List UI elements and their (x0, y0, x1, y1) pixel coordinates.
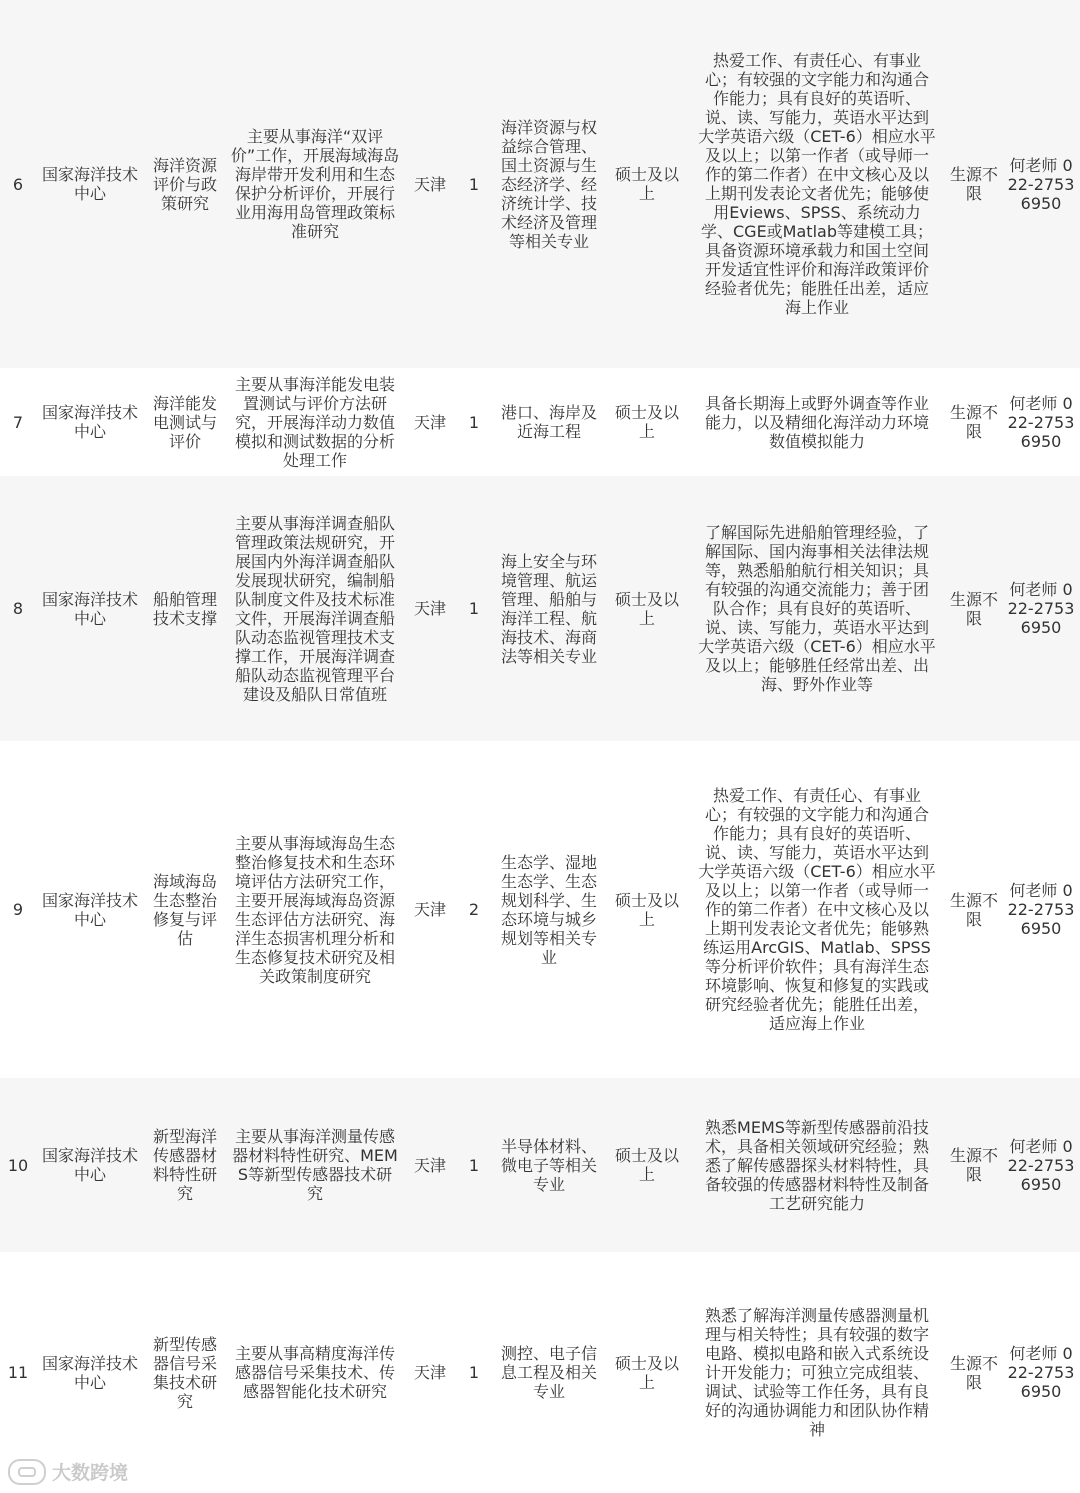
contact-info: 何老师 022-27536950 (1002, 1078, 1080, 1252)
row-number: 8 (0, 476, 36, 741)
other-requirement: 热爱工作、有责任心、有事业心；有较强的文字能力和沟通合作能力；具有良好的英语听、说、读、写能力，英语水平达到大学英语六级（CET-6）相应水平及以上；以第一作者（或导师一作的第二作者）在中文核心及以上期刊发表论文者优先；能够使用Eviews、SPSS、系统动力学、CGE或Matlab等建模工具；具备资源环境承载力和国土空间开发适宜性评价和海洋政策评价经验者优先；能胜任出差，适应海上作业 (688, 0, 946, 368)
contact-info: 何老师 022-27536950 (1002, 476, 1080, 741)
position-name: 船舶管理技术支撑 (144, 476, 226, 741)
row-number: 9 (12, 900, 24, 919)
contact-info: 何老师 022-27536950 (1002, 0, 1080, 368)
major-requirement: 生态学、湿地生态学、生态规划科学、生态环境与城乡规划等相关专业 (500, 852, 597, 967)
major-requirement: 海上安全与环境管理、航运管理、船舶与海洋工程、航海技术、海商法等相关专业 (492, 476, 606, 741)
row-number: 6 (0, 0, 36, 368)
work-location: 天津 (404, 1078, 456, 1252)
table-row (0, 1078, 1080, 1252)
table-row (0, 368, 1080, 476)
job-duty: 主要从事海洋“双评价”工作，开展海域海岛海岸带开发利用和生态保护分析评价，开展行业用海用岛管理政策标准研究 (226, 0, 404, 368)
work-location: 天津 (413, 1363, 446, 1382)
other-requirement: 了解国际先进船舶管理经验，了解国际、国内海事相关法律法规等，熟悉船舶航行相关知识；具有较强的沟通交流能力；善于团队合作；具有良好的英语听、说、读、写能力，英语水平达到大学英语六级（CET-6）相应水平及以上；能够胜任经常出差、出海、野外作业等 (688, 476, 946, 741)
major-requirement: 测控、电子信息工程及相关专业 (500, 1344, 597, 1401)
other-requirement: 熟悉了解海洋测量传感器测量机理与相关特性；具有较强的数字电路、模拟电路和嵌入式系统设计开发能力；可独立完成组装、调试、试验等工作任务，具有良好的沟通协调能力和团队协作精神 (704, 1306, 929, 1439)
position-name: 海洋能发电测试与评价 (152, 393, 217, 451)
headcount: 1 (468, 1363, 480, 1382)
major-requirement: 海洋资源与权益综合管理、国土资源与生态经济学、经济统计学、技术经济及管理等相关专业 (492, 0, 606, 368)
organization: 国家海洋技术中心 (41, 890, 138, 929)
headcount: 1 (468, 412, 480, 432)
job-duty: 主要从事海洋调查船队管理政策法规研究，开展国内外海洋调查船队发展现状研究，编制船队制度文件及技术标准文件，开展海洋调查船队动态监视管理技术支撑工作，开展海洋调查船队动态监视管理平台建设及船队日常值班 (226, 476, 404, 741)
job-duty: 主要从事海洋测量传感器材料特性研究、MEMS等新型传感器技术研究 (226, 1078, 404, 1252)
brand-logo-icon (8, 1459, 46, 1485)
headcount: 2 (468, 900, 480, 919)
degree-requirement: 硕士及以上 (614, 1353, 679, 1392)
organization: 国家海洋技术中心 (36, 476, 144, 741)
table-row (0, 0, 1080, 368)
position-name: 新型传感器信号采集技术研究 (152, 1334, 217, 1411)
major-requirement: 港口、海岸及近海工程 (500, 403, 597, 441)
work-location: 天津 (404, 0, 456, 368)
source-requirement: 生源不限 (946, 1078, 1002, 1252)
contact-info: 何老师 022-27536950 (1007, 1344, 1075, 1401)
organization: 国家海洋技术中心 (36, 0, 144, 368)
organization: 国家海洋技术中心 (41, 1353, 138, 1392)
other-requirement: 具备长期海上或野外调查等作业能力，以及精细化海洋动力环境数值模拟能力 (704, 393, 929, 451)
table-row (0, 476, 1080, 741)
contact-info: 何老师 022-27536950 (1007, 393, 1075, 451)
source-requirement: 生源不限 (950, 403, 999, 441)
row-number: 10 (0, 1078, 36, 1252)
degree-requirement: 硕士及以上 (606, 0, 688, 368)
position-name: 海域海岛生态整治修复与评估 (152, 871, 217, 948)
other-requirement: 热爱工作、有责任心、有事业心；有较强的文字能力和沟通合作能力；具有良好的英语听、说、读、写能力，英语水平达到大学英语六级（CET-6）相应水平及以上；以第一作者（或导师一作的第二作者）在中文核心及以上期刊发表论文者优先；能够熟练运用ArcGIS、Matlab、SPSS等分析评价软件；具有海洋生态环境影响、恢复和修复的实践或研究经验者优先；能胜任出差，适应海上作业 (698, 786, 936, 1033)
source-requirement: 生源不限 (950, 1353, 999, 1392)
watermark-text: 大数跨境 (52, 1462, 129, 1484)
job-duty: 主要从事高精度海洋传感器信号采集技术、传感器智能化技术研究 (234, 1344, 395, 1401)
headcount: 1 (456, 0, 492, 368)
job-duty: 主要从事海洋能发电装置测试与评价方法研究，开展海洋动力数值模拟和测试数据的分析处理工作 (234, 374, 395, 470)
work-location: 天津 (413, 900, 446, 919)
row-number: 7 (12, 412, 24, 432)
work-location: 天津 (413, 412, 446, 432)
table-row (0, 741, 1080, 1078)
source-requirement: 生源不限 (946, 0, 1002, 368)
watermark (8, 1458, 128, 1485)
row-number: 11 (7, 1363, 29, 1382)
degree-requirement: 硕士及以上 (614, 890, 679, 929)
degree-requirement: 硕士及以上 (614, 403, 679, 441)
work-location: 天津 (404, 476, 456, 741)
other-requirement: 熟悉MEMS等新型传感器前沿技术，具备相关领域研究经验；熟悉了解传感器探头材料特性，具备较强的传感器材料特性及制备工艺研究能力 (688, 1078, 946, 1252)
contact-info: 何老师 022-27536950 (1007, 881, 1075, 938)
major-requirement: 半导体材料、微电子等相关专业 (492, 1078, 606, 1252)
job-duty: 主要从事海域海岛生态整治修复技术和生态环境评估方法研究工作，主要开展海域海岛资源生态评估方法研究、海洋生态损害机理分析和生态修复技术研究及相关政策制度研究 (234, 833, 395, 986)
table-row (0, 1252, 1080, 1493)
degree-requirement: 硕士及以上 (606, 476, 688, 741)
source-requirement: 生源不限 (946, 476, 1002, 741)
headcount: 1 (456, 476, 492, 741)
position-name: 新型海洋传感器材料特性研究 (144, 1078, 226, 1252)
degree-requirement: 硕士及以上 (606, 1078, 688, 1252)
position-name: 海洋资源评价与政策研究 (144, 0, 226, 368)
headcount: 1 (456, 1078, 492, 1252)
organization: 国家海洋技术中心 (36, 1078, 144, 1252)
source-requirement: 生源不限 (950, 890, 999, 929)
organization: 国家海洋技术中心 (41, 403, 138, 441)
